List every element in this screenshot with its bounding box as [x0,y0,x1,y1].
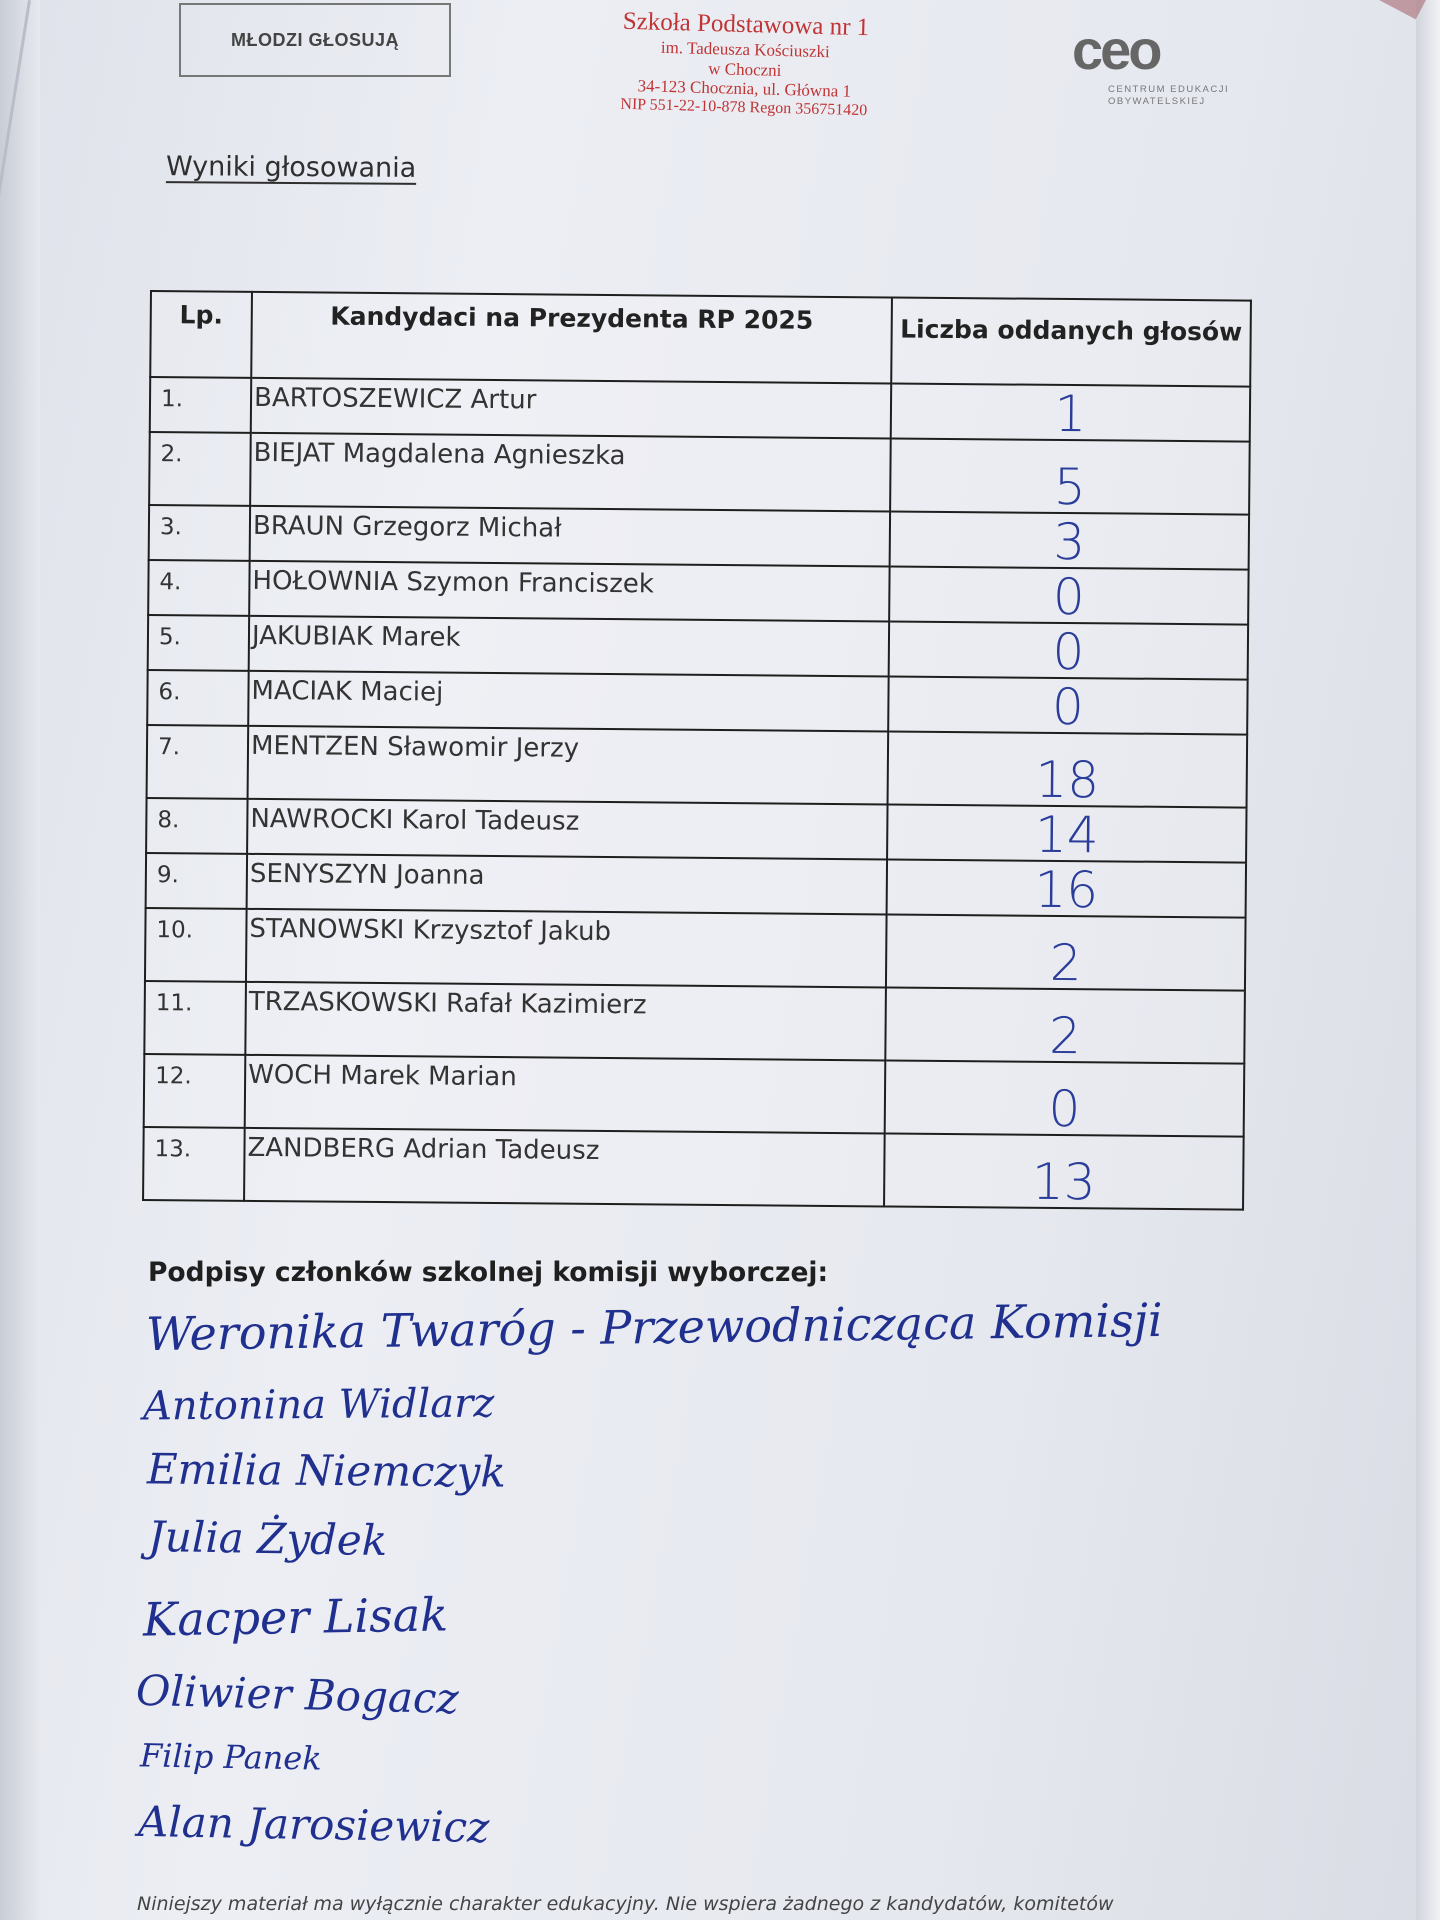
candidate-name: NAWROCKI Karol Tadeusz [247,799,887,860]
table-row [149,505,1249,570]
candidate-name: JAKUBIAK Marek [249,616,889,677]
table-row [147,725,1248,808]
table-row [144,1054,1245,1137]
candidate-name: STANOWSKI Krzysztof Jakub [246,909,887,988]
row-number: 4. [148,560,249,616]
column-header-candidates: Kandydaci na Prezydenta RP 2025 [251,292,892,384]
vote-count: 3 [890,511,1249,569]
ceo-logo [1070,18,1250,108]
footer-disclaimer: Niniejszy materiał ma wyłącznie charakter edukacyjny. Nie wspiera żadnego z kandydatów, komitetów [137,1893,1114,1915]
corner-mark [1354,0,1426,19]
column-header-votes: Liczba oddanych głosów [891,297,1251,386]
signature: Oliwier Bogacz [135,1665,460,1724]
row-number: 5. [148,615,249,671]
row-number: 10. [145,908,247,982]
signatures-label: Podpisy członków szkolnej komisji wyborczej: [148,1257,829,1288]
row-number: 9. [146,853,247,909]
candidate-name: BIEJAT Magdalena Agnieszka [250,433,891,512]
candidate-name: SENYSZYN Joanna [247,854,887,915]
vote-count: 0 [888,676,1247,734]
ceo-logo-subtitle: CENTRUM EDUKACJI [1108,84,1230,95]
row-number: 1. [150,377,251,433]
signature: Antonina Widlarz [142,1380,495,1430]
table-header-row [150,291,1251,387]
document-title: Wyniki głosowania [165,151,417,184]
candidate-name: TRZASKOWSKI Rafał Kazimierz [245,982,886,1061]
row-number: 2. [149,432,251,506]
stamp-line: im. Tadeusza Kościuszki [660,37,831,62]
ceo-logo-mark: ceo [1072,18,1160,81]
signature: Emilia Niemczyk [146,1444,507,1497]
row-number: 13. [143,1127,245,1201]
vote-count: 0 [889,566,1248,624]
stamp-line: Szkoła Podstawowa nr 1 [622,7,870,42]
results-table [142,290,1252,1211]
vote-count: 0 [885,1060,1245,1136]
table-row [150,377,1250,442]
table-row [145,908,1246,991]
table-row [144,981,1245,1064]
row-number: 6. [147,670,248,726]
underlying-sheet-left [0,0,40,1920]
row-number: 11. [144,981,246,1055]
vote-count: 2 [885,987,1245,1063]
candidate-name: MACIAK Maciej [248,671,888,732]
table-row [148,615,1248,680]
candidate-name: BARTOSZEWICZ Artur [251,378,891,439]
candidate-name: WOCH Marek Marian [245,1055,886,1134]
vote-count: 16 [887,859,1246,917]
mlodzi-glosuja-badge: MŁODZI GŁOSUJĄ [179,3,451,77]
vote-count: 1 [891,383,1250,441]
stamp-line: NIP 551-22-10-878 Regon 356751420 [620,95,868,120]
table-row [147,670,1247,735]
table-row [146,853,1246,918]
vote-count: 2 [886,914,1246,990]
candidate-name: MENTZEN Sławomir Jerzy [248,726,889,805]
vote-count: 18 [888,731,1248,807]
signature: Filip Panek [139,1736,322,1778]
stamp-line: 34-123 Chocznia, ul. Główna 1 [637,76,852,101]
candidate-name: BRAUN Grzegorz Michał [250,506,890,567]
row-number: 7. [147,725,249,799]
school-stamp [584,6,907,121]
vote-count: 13 [884,1133,1244,1209]
row-number: 12. [144,1054,246,1128]
candidate-name: ZANDBERG Adrian Tadeusz [244,1128,885,1207]
vote-count: 14 [887,804,1246,862]
column-header-lp: Lp. [150,291,252,378]
underlying-sheet-right [1416,0,1440,1920]
table-row [143,1127,1244,1210]
signature: Kacper Lisak [142,1587,449,1647]
vote-count: 0 [889,621,1248,679]
candidate-name: HOŁOWNIA Szymon Franciszek [249,561,889,622]
table-row [149,432,1250,515]
row-number: 3. [149,505,250,561]
vote-count: 5 [890,438,1250,514]
signature: Weronika Twaróg - Przewodnicząca Komisji [145,1292,1163,1362]
signature: Julia Żydek [147,1511,388,1566]
row-number: 8. [146,798,247,854]
table-row [146,798,1246,863]
signature: Alan Jarosiewicz [137,1796,490,1853]
table-row [148,560,1248,625]
stamp-line: w Choczni [708,59,782,80]
ceo-logo-subtitle: OBYWATELSKIEJ [1108,96,1206,107]
